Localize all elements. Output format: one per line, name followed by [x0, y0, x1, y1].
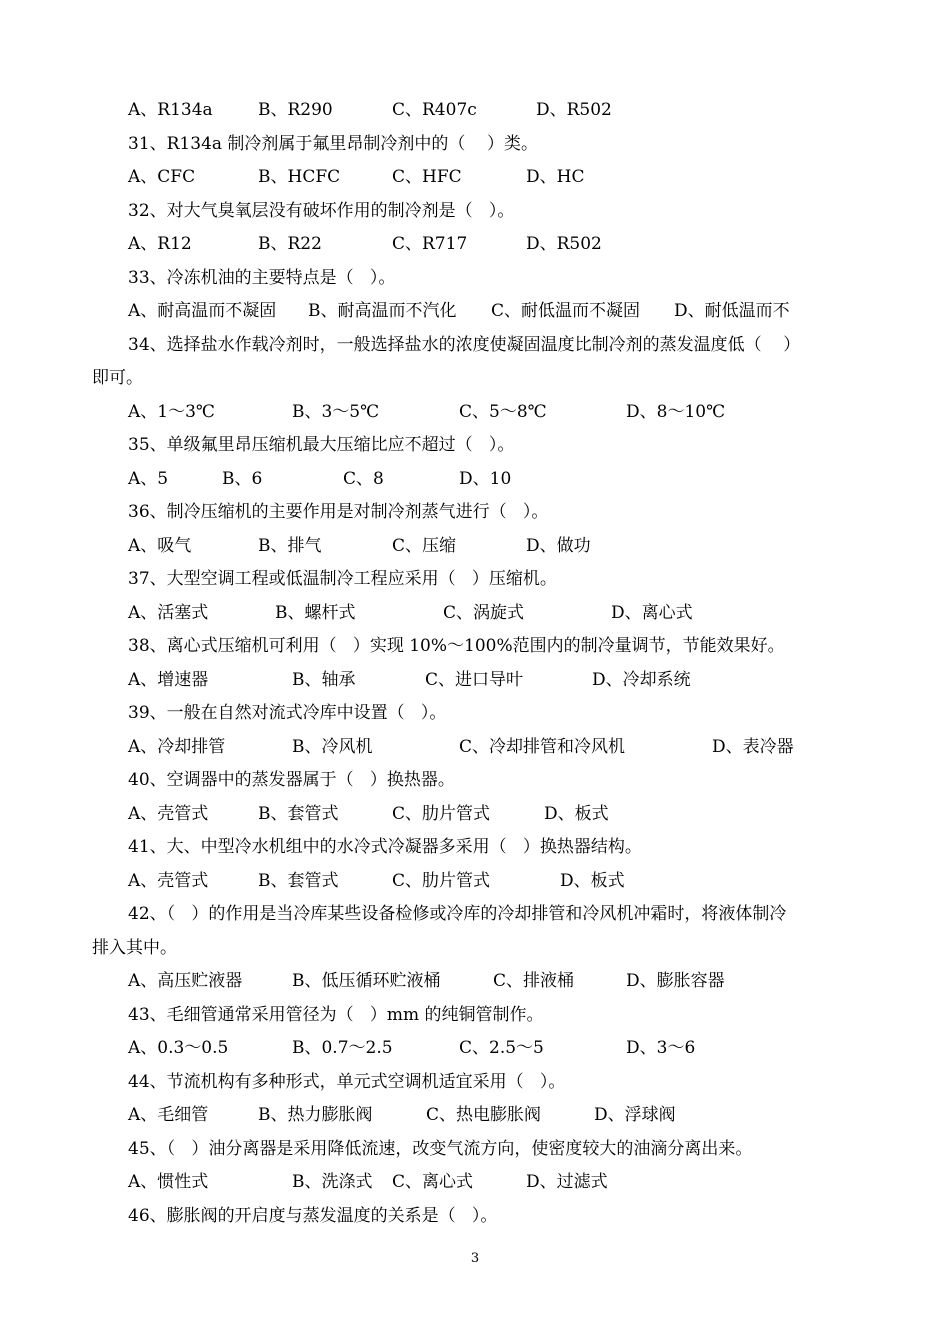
- option-d: D、表冷器: [712, 736, 794, 757]
- option-b: B、排气: [258, 535, 322, 556]
- option-b: B、0.7～2.5: [292, 1038, 393, 1058]
- option-b: B、6: [222, 468, 263, 489]
- question-text: 41、大、中型冷水机组中的水冷式冷凝器多采用（ ）换热器结构。: [128, 837, 642, 857]
- option-d: D、板式: [544, 803, 609, 824]
- option-a: A、壳管式: [128, 803, 209, 824]
- question-text: 46、膨胀阀的开启度与蒸发温度的关系是（ ）。: [128, 1205, 498, 1226]
- option-b: B、冷风机: [292, 736, 373, 757]
- question-text: 40、空调器中的蒸发器属于（ ）换热器。: [128, 770, 455, 790]
- option-d: D、R502: [536, 100, 612, 120]
- option-d: D、R502: [526, 234, 602, 254]
- option-a: A、毛细管: [128, 1105, 209, 1125]
- option-d: D、HC: [526, 167, 585, 187]
- option-a: A、0.3～0.5: [128, 1038, 229, 1058]
- option-b: B、套管式: [258, 803, 339, 824]
- option-c: C、耐低温而不凝固: [491, 301, 641, 321]
- option-b: B、R22: [258, 234, 322, 254]
- option-d: D、3～6: [626, 1038, 696, 1058]
- question-text-continuation: 即可。: [92, 368, 143, 388]
- option-d: D、过滤式: [526, 1172, 608, 1192]
- question-text: 31、R134a 制冷剂属于氟里昂制冷剂中的（ ）类。: [128, 133, 539, 154]
- option-d: D、做功: [526, 535, 591, 556]
- question-text: 44、节流机构有多种形式，单元式空调机适宜采用（ ）。: [128, 1071, 566, 1092]
- option-d: D、离心式: [611, 602, 693, 623]
- question-text: 38、离心式压缩机可利用（ ）实现 10%～100%范围内的制冷量调节，节能效果好。: [128, 636, 785, 656]
- option-b: B、轴承: [292, 669, 356, 690]
- option-b: B、低压循环贮液桶: [292, 971, 441, 991]
- option-b: B、套管式: [258, 870, 339, 891]
- option-c: C、离心式: [392, 1172, 474, 1192]
- option-a: A、R12: [128, 234, 192, 254]
- option-b: B、HCFC: [258, 167, 341, 187]
- question-text: 45、（ ）油分离器是采用降低流速，改变气流方向，使密度较大的油滴分离出来。: [128, 1138, 753, 1159]
- question-text: 32、对大气臭氧层没有破坏作用的制冷剂是（ ）。: [128, 200, 515, 221]
- option-a: A、惯性式: [128, 1172, 209, 1192]
- option-b: B、热力膨胀阀: [258, 1105, 373, 1125]
- option-d: D、8～10℃: [626, 401, 726, 422]
- option-d: D、浮球阀: [594, 1105, 676, 1125]
- option-d: D、10: [459, 468, 512, 489]
- option-a: A、冷却排管: [128, 736, 226, 757]
- option-a: A、5: [128, 468, 169, 489]
- option-a: A、活塞式: [128, 602, 209, 623]
- option-a: A、1～3℃: [128, 401, 215, 422]
- option-a: A、吸气: [128, 535, 192, 556]
- option-c: C、R717: [392, 234, 468, 254]
- option-a: A、CFC: [128, 167, 196, 187]
- option-c: C、冷却排管和冷风机: [459, 736, 626, 757]
- option-c: C、HFC: [392, 167, 462, 187]
- option-c: C、2.5～5: [459, 1038, 544, 1058]
- option-b: B、洗涤式: [292, 1172, 373, 1192]
- option-b: B、螺杆式: [275, 602, 356, 623]
- question-text: 33、冷冻机油的主要特点是（ ）。: [128, 267, 396, 288]
- option-a: A、R134a: [128, 100, 213, 120]
- option-c: C、热电膨胀阀: [426, 1105, 542, 1125]
- option-a: A、高压贮液器: [128, 971, 243, 991]
- option-c: C、8: [343, 468, 384, 489]
- option-c: C、5～8℃: [459, 401, 547, 422]
- option-a: A、增速器: [128, 669, 209, 690]
- question-text: 37、大型空调工程或低温制冷工程应采用（ ）压缩机。: [128, 569, 557, 589]
- option-c: C、涡旋式: [443, 602, 525, 623]
- question-text: 36、制冷压缩机的主要作用是对制冷剂蒸气进行（ ）。: [128, 502, 549, 522]
- question-text: 34、选择盐水作载冷剂时，一般选择盐水的浓度使凝固温度比制冷剂的蒸发温度低（ ）: [128, 334, 801, 355]
- option-c: C、排液桶: [493, 971, 575, 991]
- page-number: 3: [470, 1251, 480, 1266]
- option-d: D、板式: [560, 870, 625, 891]
- option-b: B、3～5℃: [292, 401, 380, 422]
- option-a: A、耐高温而不凝固: [128, 301, 277, 321]
- question-text: 35、单级氟里昂压缩机最大压缩比应不超过（ ）。: [128, 435, 515, 455]
- question-text: 43、毛细管通常采用管径为（ ）mm 的纯铜管制作。: [128, 1004, 544, 1025]
- option-c: C、R407c: [392, 100, 477, 120]
- option-b: B、R290: [258, 100, 333, 120]
- option-c: C、肋片管式: [392, 870, 491, 891]
- option-c: C、压缩: [392, 535, 457, 556]
- question-text-continuation: 排入其中。: [92, 937, 177, 958]
- option-d: D、膨胀容器: [626, 971, 725, 991]
- option-b: B、耐高温而不汽化: [308, 301, 457, 321]
- question-text: 42、（ ）的作用是当冷库某些设备检修或冷库的冷却排管和冷风机冲霜时，将液体制冷: [128, 904, 787, 924]
- option-a: A、壳管式: [128, 870, 209, 891]
- option-d: D、冷却系统: [592, 669, 691, 690]
- option-c: C、进口导叶: [425, 669, 524, 690]
- option-c: C、肋片管式: [392, 803, 491, 824]
- question-text: 39、一般在自然对流式冷库中设置（ ）。: [128, 703, 447, 723]
- option-d: D、耐低温而不: [674, 301, 790, 321]
